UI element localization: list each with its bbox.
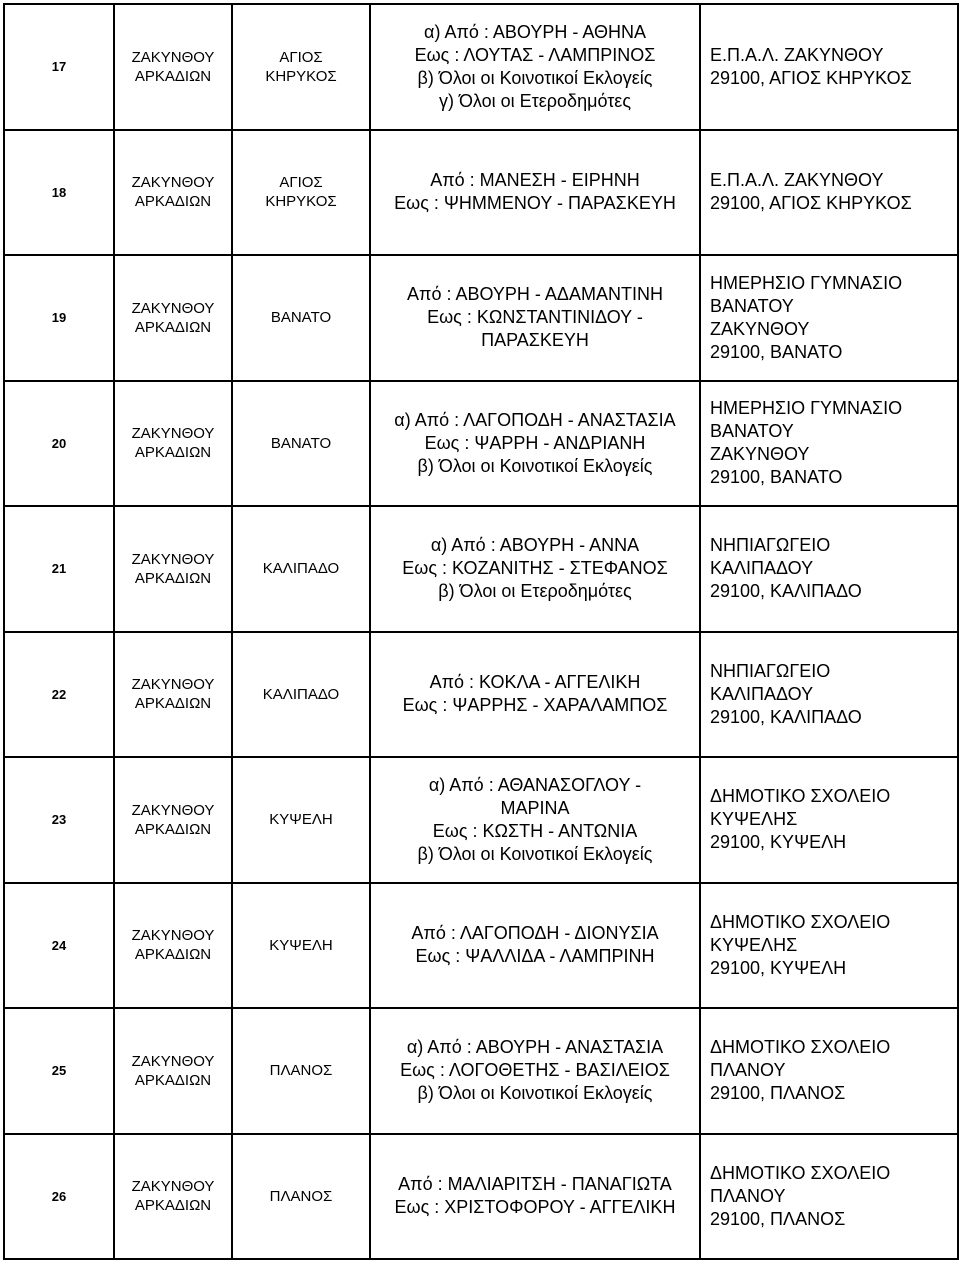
polling-location-line: Ε.Π.Α.Λ. ΖΑΚΥΝΘΟΥ [710, 44, 884, 65]
municipality-line: ΖΑΚΥΝΘΟΥ [131, 927, 215, 945]
polling-location-line: ΔΗΜΟΤΙΚΟ ΣΧΟΛΕΙΟ [710, 786, 891, 807]
polling-stations-table [3, 3, 959, 1260]
polling-location-line: ΚΑΛΙΠΑΔΟΥ [710, 683, 814, 704]
polling-location-line: 29100, ΒΑΝΑΤΟ [710, 467, 843, 488]
municipality-line: ΑΡΚΑΔΙΩΝ [134, 569, 212, 587]
polling-location-line: ΒΑΝΑΤΟΥ [710, 295, 794, 316]
table-row [4, 632, 958, 758]
voter-range-cell [370, 506, 700, 632]
district-line: ΠΛΑΝΟΣ [269, 1062, 333, 1080]
district-cell [232, 1008, 370, 1134]
district-line: ΠΛΑΝΟΣ [269, 1187, 333, 1205]
polling-location-line: ΝΗΠΙΑΓΩΓΕΙΟ [710, 535, 831, 556]
municipality-cell [114, 506, 232, 632]
municipality-line: ΑΡΚΑΔΙΩΝ [134, 820, 212, 838]
municipality-line: ΑΡΚΑΔΙΩΝ [134, 695, 212, 713]
voter-range-line: β) Όλοι οι Κοινοτικοί Εκλογείς [417, 1083, 653, 1104]
table-row [4, 757, 958, 883]
polling-location-line: ΔΗΜΟΤΙΚΟ ΣΧΟΛΕΙΟ [710, 911, 891, 932]
municipality-line: ΑΡΚΑΔΙΩΝ [134, 318, 212, 336]
voter-range-cell [370, 632, 700, 758]
municipality-cell [114, 255, 232, 381]
district-line: ΒΑΝΑΤΟ [270, 434, 332, 452]
district-cell [232, 130, 370, 256]
voter-range-line: Εως : ΛΟΥΤΑΣ - ΛΑΜΠΡΙΝΟΣ [414, 44, 656, 65]
district-line: ΒΑΝΑΤΟ [270, 309, 332, 327]
table-row [4, 255, 958, 381]
polling-location-line: ΚΥΨΕΛΗΣ [710, 809, 798, 830]
district-cell [232, 1134, 370, 1260]
voter-range-cell [370, 4, 700, 130]
station-number: 26 [4, 1134, 114, 1260]
voter-range-line: Από : ΚΟΚΛΑ - ΑΓΓΕΛΙΚΗ [429, 672, 641, 693]
district-cell [232, 632, 370, 758]
polling-location-line: ΠΛΑΝΟΥ [710, 1185, 786, 1206]
polling-location-line: ΖΑΚΥΝΘΟΥ [710, 318, 810, 339]
district-cell [232, 4, 370, 130]
municipality-cell [114, 4, 232, 130]
municipality-line: ΖΑΚΥΝΘΟΥ [131, 801, 215, 819]
polling-location-line: 29100, ΠΛΑΝΟΣ [710, 1083, 846, 1104]
district-line: ΑΓΙΟΣ [279, 174, 323, 192]
voter-range-cell [370, 381, 700, 507]
municipality-cell [114, 883, 232, 1009]
polling-location-line: 29100, ΑΓΙΟΣ ΚΗΡΥΚΟΣ [710, 67, 912, 88]
table-body [4, 4, 958, 1259]
municipality-line: ΖΑΚΥΝΘΟΥ [131, 676, 215, 694]
polling-location-cell [700, 4, 958, 130]
voter-range-line: ΜΑΡΙΝΑ [500, 797, 570, 818]
municipality-cell [114, 632, 232, 758]
voter-range-line: Εως : ΧΡΙΣΤΟΦΟΡΟΥ - ΑΓΓΕΛΙΚΗ [394, 1197, 676, 1218]
voter-range-line: β) Όλοι οι Κοινοτικοί Εκλογείς [417, 843, 653, 864]
district-line: ΚΗΡΥΚΟΣ [265, 193, 337, 211]
municipality-line: ΑΡΚΑΔΙΩΝ [134, 946, 212, 964]
polling-location-cell [700, 1134, 958, 1260]
polling-location-line: ΗΜΕΡΗΣΙΟ ΓΥΜΝΑΣΙΟ [710, 398, 903, 419]
voter-range-cell [370, 1134, 700, 1260]
municipality-cell [114, 1134, 232, 1260]
polling-location-line: 29100, ΑΓΙΟΣ ΚΗΡΥΚΟΣ [710, 193, 912, 214]
voter-range-line: Από : ΑΒΟΥΡΗ - ΑΔΑΜΑΝΤΙΝΗ [407, 284, 663, 305]
polling-location-line: 29100, ΠΛΑΝΟΣ [710, 1208, 846, 1229]
polling-location-line: ΝΗΠΙΑΓΩΓΕΙΟ [710, 660, 831, 681]
voter-range-line: Από : ΛΑΓΟΠΟΔΗ - ΔΙΟΝΥΣΙΑ [411, 923, 659, 944]
station-number: 18 [4, 130, 114, 256]
district-cell [232, 883, 370, 1009]
polling-location-line: ΖΑΚΥΝΘΟΥ [710, 444, 810, 465]
district-line: ΚΥΨΕΛΗ [269, 936, 333, 954]
voter-range-line: Εως : ΚΟΖΑΝΙΤΗΣ - ΣΤΕΦΑΝΟΣ [402, 558, 668, 579]
voter-range-line: α) Από : ΛΑΓΟΠΟΔΗ - ΑΝΑΣΤΑΣΙΑ [394, 409, 676, 430]
polling-location-line: 29100, ΚΑΛΙΠΑΔΟ [710, 581, 862, 602]
district-line: ΚΗΡΥΚΟΣ [265, 67, 337, 85]
voter-range-line: Από : ΜΑΝΕΣΗ - ΕΙΡΗΝΗ [430, 170, 640, 191]
district-cell [232, 506, 370, 632]
station-number: 22 [4, 632, 114, 758]
municipality-cell [114, 130, 232, 256]
voter-range-line: Εως : ΨΑΡΡΗ - ΑΝΔΡΙΑΝΗ [424, 432, 646, 453]
polling-location-line: 29100, ΚΥΨΕΛΗ [710, 957, 847, 978]
voter-range-line: Από : ΜΑΛΙΑΡΙΤΣΗ - ΠΑΝΑΓΙΩΤΑ [398, 1174, 672, 1195]
polling-location-line: 29100, ΚΑΛΙΠΑΔΟ [710, 706, 862, 727]
polling-location-cell [700, 130, 958, 256]
district-cell [232, 255, 370, 381]
polling-location-cell [700, 506, 958, 632]
voter-range-line: β) Όλοι οι Κοινοτικοί Εκλογείς [417, 67, 653, 88]
municipality-line: ΖΑΚΥΝΘΟΥ [131, 1178, 215, 1196]
station-number: 19 [4, 255, 114, 381]
table-row [4, 1008, 958, 1134]
station-number: 23 [4, 757, 114, 883]
district-line: ΚΑΛΙΠΑΔΟ [262, 560, 340, 578]
voter-range-cell [370, 130, 700, 256]
table-row [4, 4, 958, 130]
table-row [4, 130, 958, 256]
voter-range-line: α) Από : ΑΒΟΥΡΗ - ΑΘΗΝΑ [424, 21, 646, 42]
municipality-line: ΑΡΚΑΔΙΩΝ [134, 67, 212, 85]
municipality-line: ΑΡΚΑΔΙΩΝ [134, 1197, 212, 1215]
table-row [4, 1134, 958, 1260]
municipality-line: ΖΑΚΥΝΘΟΥ [131, 425, 215, 443]
polling-location-cell [700, 757, 958, 883]
polling-location-line: ΗΜΕΡΗΣΙΟ ΓΥΜΝΑΣΙΟ [710, 272, 903, 293]
polling-location-cell [700, 632, 958, 758]
district-cell [232, 381, 370, 507]
voter-range-line: Εως : ΛΟΓΟΘΕΤΗΣ - ΒΑΣΙΛΕΙΟΣ [400, 1060, 670, 1081]
voter-range-cell [370, 757, 700, 883]
polling-location-cell [700, 255, 958, 381]
station-number: 21 [4, 506, 114, 632]
voter-range-line: β) Όλοι οι Κοινοτικοί Εκλογείς [417, 455, 653, 476]
polling-location-line: ΔΗΜΟΤΙΚΟ ΣΧΟΛΕΙΟ [710, 1037, 891, 1058]
voter-range-line: Εως : ΨΑΛΛΙΔΑ - ΛΑΜΠΡΙΝΗ [415, 946, 655, 967]
polling-location-line: 29100, ΚΥΨΕΛΗ [710, 832, 847, 853]
polling-location-cell [700, 1008, 958, 1134]
station-number: 25 [4, 1008, 114, 1134]
station-number: 17 [4, 4, 114, 130]
voter-range-line: β) Όλοι οι Ετεροδημότες [438, 581, 632, 602]
municipality-cell [114, 757, 232, 883]
polling-location-line: ΚΑΛΙΠΑΔΟΥ [710, 558, 814, 579]
municipality-line: ΑΡΚΑΔΙΩΝ [134, 444, 212, 462]
district-line: ΚΥΨΕΛΗ [269, 811, 333, 829]
voter-range-line: α) Από : ΑΒΟΥΡΗ - ΑΝΑΣΤΑΣΙΑ [406, 1037, 664, 1058]
municipality-line: ΖΑΚΥΝΘΟΥ [131, 299, 215, 317]
polling-location-line: ΔΗΜΟΤΙΚΟ ΣΧΟΛΕΙΟ [710, 1162, 891, 1183]
voter-range-line: Εως : ΚΩΣΤΗ - ΑΝΤΩΝΙΑ [432, 820, 638, 841]
polling-location-line: 29100, ΒΑΝΑΤΟ [710, 341, 843, 362]
voter-range-line: α) Από : ΑΘΑΝΑΣΟΓΛΟΥ - [428, 774, 642, 795]
voter-range-line: Εως : ΚΩΝΣΤΑΝΤΙΝΙΔΟΥ - [427, 307, 643, 328]
municipality-line: ΖΑΚΥΝΘΟΥ [131, 550, 215, 568]
polling-location-line: ΠΛΑΝΟΥ [710, 1060, 786, 1081]
voter-range-line: γ) Όλοι οι Ετεροδημότες [438, 90, 632, 111]
station-number: 24 [4, 883, 114, 1009]
municipality-line: ΖΑΚΥΝΘΟΥ [131, 1052, 215, 1070]
polling-location-cell [700, 883, 958, 1009]
municipality-cell [114, 1008, 232, 1134]
voter-range-cell [370, 1008, 700, 1134]
polling-location-cell [700, 381, 958, 507]
table-row [4, 381, 958, 507]
voter-range-line: ΠΑΡΑΣΚΕΥΗ [481, 330, 589, 351]
municipality-cell [114, 381, 232, 507]
municipality-line: ΑΡΚΑΔΙΩΝ [134, 1071, 212, 1089]
municipality-line: ΑΡΚΑΔΙΩΝ [134, 193, 212, 211]
municipality-line: ΖΑΚΥΝΘΟΥ [131, 174, 215, 192]
district-line: ΚΑΛΙΠΑΔΟ [262, 685, 340, 703]
station-number: 20 [4, 381, 114, 507]
polling-location-line: ΒΑΝΑΤΟΥ [710, 421, 794, 442]
district-cell [232, 757, 370, 883]
voter-range-line: Εως : ΨΑΡΡΗΣ - ΧΑΡΑΛΑΜΠΟΣ [402, 695, 668, 716]
voter-range-line: α) Από : ΑΒΟΥΡΗ - ΑΝΝΑ [430, 535, 640, 556]
voter-range-line: Εως : ΨΗΜΜΕΝΟΥ - ΠΑΡΑΣΚΕΥΗ [394, 193, 676, 214]
voter-range-cell [370, 255, 700, 381]
polling-location-line: ΚΥΨΕΛΗΣ [710, 934, 798, 955]
district-line: ΑΓΙΟΣ [279, 48, 323, 66]
table-row [4, 506, 958, 632]
voter-range-cell [370, 883, 700, 1009]
table-row [4, 883, 958, 1009]
municipality-line: ΖΑΚΥΝΘΟΥ [131, 48, 215, 66]
polling-location-line: Ε.Π.Α.Λ. ΖΑΚΥΝΘΟΥ [710, 170, 884, 191]
